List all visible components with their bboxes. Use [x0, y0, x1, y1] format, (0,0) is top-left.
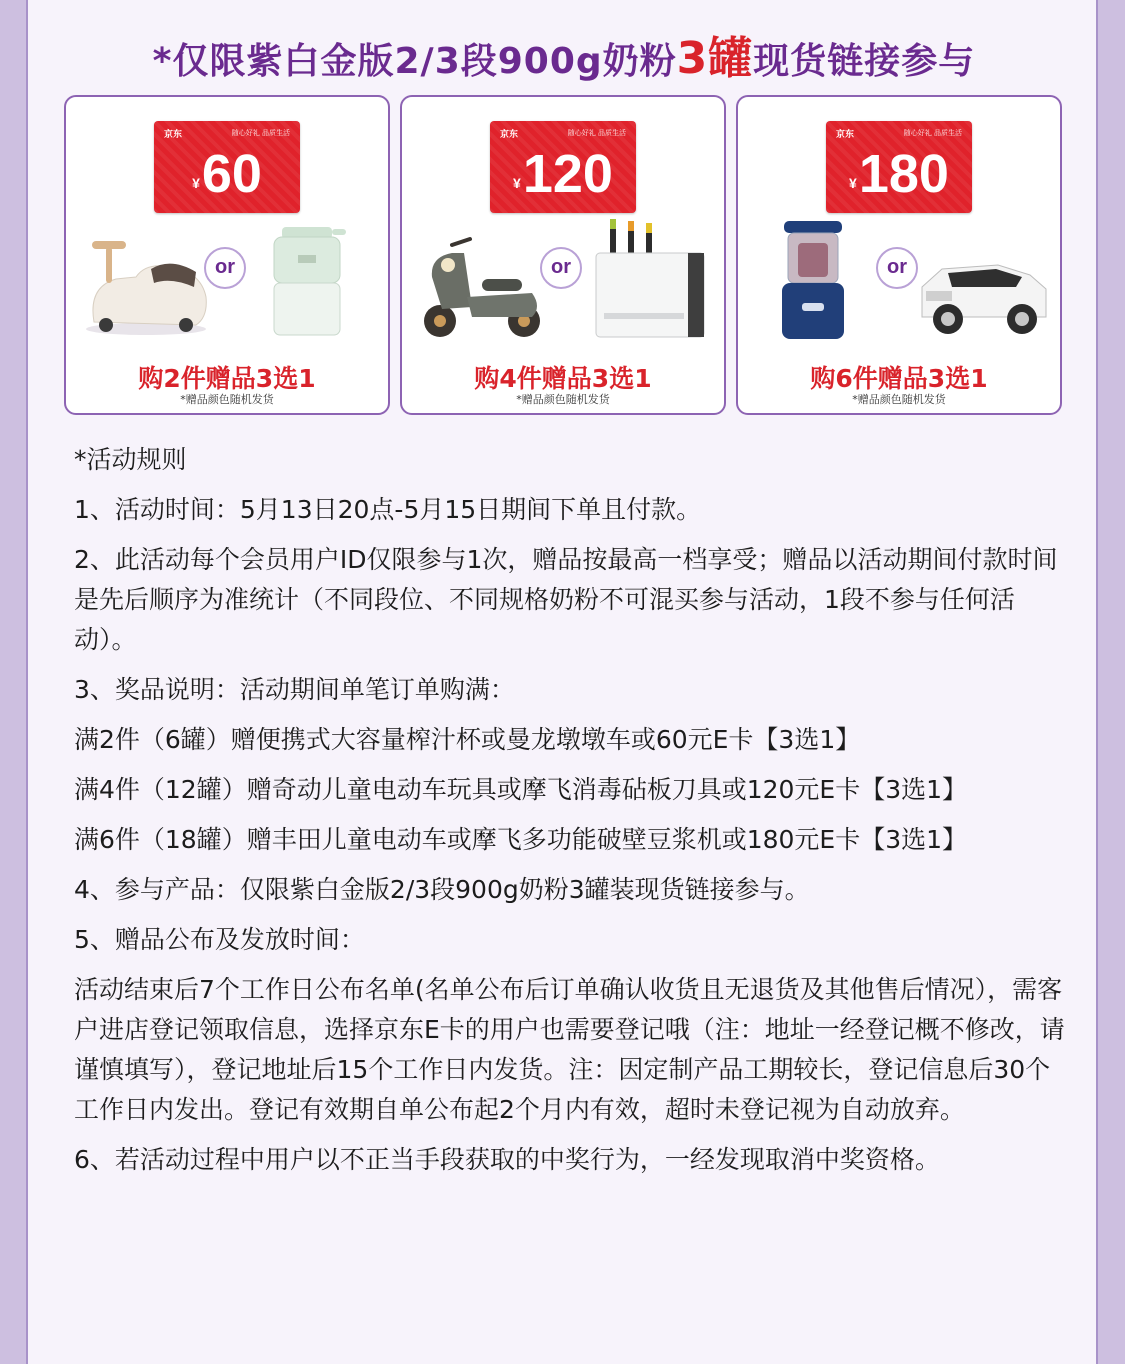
- or-badge: or: [540, 247, 582, 289]
- electric-motorbike-icon: [412, 217, 552, 347]
- tier-title: 购6件赠品3选1: [810, 364, 988, 393]
- rules-heading: *活动规则: [74, 445, 187, 474]
- or-badge: or: [204, 247, 246, 289]
- promo-panel: [26, 0, 1098, 1364]
- ecard-slogan: 随心好礼 品质生活: [231, 129, 290, 137]
- currency-symbol: ¥: [513, 175, 521, 191]
- ecard-brand: 京东: [164, 130, 183, 140]
- activity-rules: [74, 440, 1074, 1190]
- scooter-car-icon: [76, 217, 216, 347]
- jd-ecard: [490, 121, 636, 213]
- headline-suffix: 现货链接参与: [753, 41, 976, 82]
- juicer-cup-icon: [240, 217, 380, 347]
- ecard-amount-value: 60: [201, 144, 262, 204]
- rule-prize-tier-3: 满6件（18罐）赠丰田儿童电动车或摩飞多功能破壁豆浆机或180元E卡【3选1】: [74, 825, 968, 854]
- jd-ecard: [826, 121, 972, 213]
- knife-board-icon: [576, 217, 716, 347]
- tier-note: *赠品颜色随机发货: [516, 393, 610, 406]
- soymilk-maker-icon: [748, 217, 888, 347]
- rule-fraud: 6、若活动过程中用户以不正当手段获取的中奖行为，一经发现取消中奖资格。: [74, 1145, 940, 1174]
- ecard-amount: [826, 139, 972, 218]
- gift-tier-card: [400, 95, 726, 415]
- tier-note: *赠品颜色随机发货: [180, 393, 274, 406]
- tier-title: 购4件赠品3选1: [474, 364, 652, 393]
- rule-prizes: 3、奖品说明：活动期间单笔订单购满：: [74, 675, 515, 704]
- headline-prefix: *仅限紫白金版2/3段900g奶粉: [152, 41, 677, 82]
- rule-delivery-heading: 5、赠品公布及发放时间：: [74, 925, 365, 954]
- currency-symbol: ¥: [192, 175, 200, 191]
- headline-highlight: 3罐: [676, 33, 754, 84]
- tier-note: *赠品颜色随机发货: [852, 393, 946, 406]
- rule-prize-tier-1: 满2件（6罐）赠便携式大容量榨汁杯或曼龙墩墩车或60元E卡【3选1】: [74, 725, 861, 754]
- rule-eligibility: 2、此活动每个会员用户ID仅限参与1次，赠品按最高一档享受；赠品以活动期间付款时间是先后顺序为准统计（不同段位、不同规格奶粉不可混买参与活动，1段不参与任何活动）。: [74, 545, 1058, 654]
- ecard-brand: 京东: [500, 130, 519, 140]
- rule-prize-tier-2: 满4件（12罐）赠奇动儿童电动车玩具或摩飞消毒砧板刀具或120元E卡【3选1】: [74, 775, 968, 804]
- ecard-amount-value: 120: [522, 144, 613, 204]
- toy-suv-icon: [912, 217, 1052, 347]
- gift-tier-card: [736, 95, 1062, 415]
- promo-headline: [28, 22, 1100, 86]
- ecard-slogan: 随心好礼 品质生活: [903, 129, 962, 137]
- rule-products: 4、参与产品：仅限紫白金版2/3段900g奶粉3罐装现货链接参与。: [74, 875, 810, 904]
- jd-ecard: [154, 121, 300, 213]
- rule-time: 1、活动时间：5月13日20点-5月15日期间下单且付款。: [74, 495, 702, 524]
- ecard-amount: [490, 139, 636, 218]
- ecard-slogan: 随心好礼 品质生活: [567, 129, 626, 137]
- ecard-amount: [154, 139, 300, 218]
- or-badge: or: [876, 247, 918, 289]
- gift-tier-card: [64, 95, 390, 415]
- tier-title: 购2件赠品3选1: [138, 364, 316, 393]
- rule-delivery-detail: 活动结束后7个工作日公布名单(名单公布后订单确认收货且无退货及其他售后情况），需客户进店登记领取信息，选择京东E卡的用户也需要登记哦（注：地址一经登记概不修改，请谨慎填写），登记地址后15个工作日内发货。注：因定制产品工期较长，登记信息后30个工作日内发出。登记有效期自单公布起2个月内有效，超时未登记视为自动放弃。: [74, 975, 1065, 1124]
- ecard-amount-value: 180: [858, 144, 949, 204]
- currency-symbol: ¥: [849, 175, 857, 191]
- ecard-brand: 京东: [836, 130, 855, 140]
